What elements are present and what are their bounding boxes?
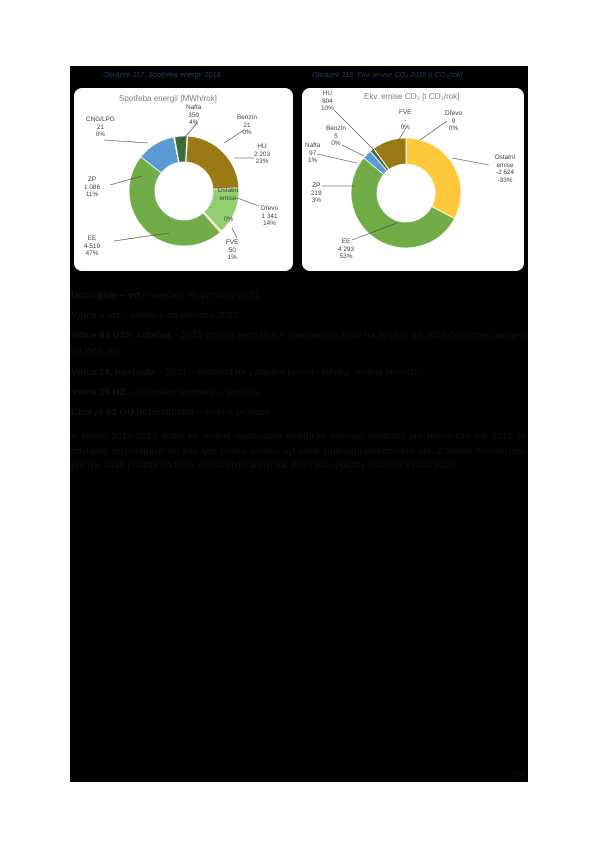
label-nafta: Nafta 97 1%	[305, 142, 321, 165]
figure-caption-1: Obrázek 117: Spotřeba energií 2018	[103, 70, 221, 79]
chart-title: Spotřeba energií [MWh/rok]	[119, 94, 217, 103]
chart-title: Ekv. emise CO₂ [t CO₂/rok]	[364, 92, 460, 101]
paragraph-vitice-26: Vítice 26 HZ – snižování spotřeby – provozy	[71, 387, 261, 398]
figure-caption-2: Obrázek 118: Ekv. emise CO₂ 2018 [t CO₂/rok]	[312, 70, 463, 79]
label-hu: HU 804 10%	[321, 90, 334, 113]
slice-hu	[186, 136, 239, 189]
label-fve: FVE - 0%	[399, 109, 412, 132]
energy-consumption-chart	[74, 88, 293, 271]
paragraph-vitice-63: Vítice 63 DSP, kotelna – 2021 zřízení centrálního spalovacího kotle na štěpku, od 2022 částečné napojení na vytápění	[71, 330, 527, 356]
leader-line	[452, 158, 489, 165]
label-ee: EE 4 293 53%	[338, 238, 354, 261]
label-nafta: Nafta 350 4%	[186, 104, 202, 127]
label-benzin: Benzín 21 0%	[237, 114, 257, 137]
co2-emissions-chart	[302, 88, 524, 271]
label-ostatni-emise: Ostatní emise	[217, 187, 239, 202]
leader-line	[232, 228, 237, 238]
label-zp: ZP 1 086 11%	[84, 176, 100, 199]
label-drevo: Dřevo 9 0%	[445, 110, 463, 133]
label-hu: HU 2 203 23%	[254, 143, 270, 166]
paragraph-dolni-pole: Dolní pole – vrt – uvedení do provozu 2021	[71, 290, 260, 301]
paragraph-vitice-vrt: Vítice – vrt – uvedení do provozu 2022	[71, 310, 239, 321]
paragraph-chotys-53: Chotýš 53 OÚ pohostinství – změna provozu	[71, 407, 270, 418]
label-cng-lpg: CNG/LPG 21 0%	[86, 116, 115, 139]
label-fve: FVE 50 1%	[226, 239, 239, 262]
leader-line	[317, 154, 357, 163]
label-ostatni-emise: Ostatní emise -2 624 -33%	[494, 154, 516, 184]
paragraph-note: V letech 2018-2019 došlo ke změně dodavatele elektrické energie. Hodnoty pro referenční rok 2018 se odchylují od ostatních let, kde tyto změny mohou být dané změnami elektroměrů atd. Z tohoto důvodu jsou pro rok 2018 použity hodnoty z roku 2017 a pro rok 2019 jsou použity hodnoty z roku 2020.	[71, 431, 527, 471]
label-ee: EE 4 519 47%	[84, 235, 100, 258]
paragraph-vitice-28: Vítice 28, hospoda – 2021 – přechod na vytápění pomocí štěpky, změna provozu	[71, 367, 420, 378]
label-benzin: Benzín 5 0%	[326, 125, 346, 148]
label-ostatni-emise-percent: 0%	[224, 216, 234, 223]
label-zp: ZP 219 3%	[311, 182, 322, 205]
leader-line	[420, 121, 447, 140]
page-number: 103	[512, 770, 526, 779]
slice-ostatní-emise	[406, 138, 461, 219]
label-drevo: Dřevo 1 341 14%	[261, 205, 279, 228]
leader-line	[104, 140, 148, 143]
